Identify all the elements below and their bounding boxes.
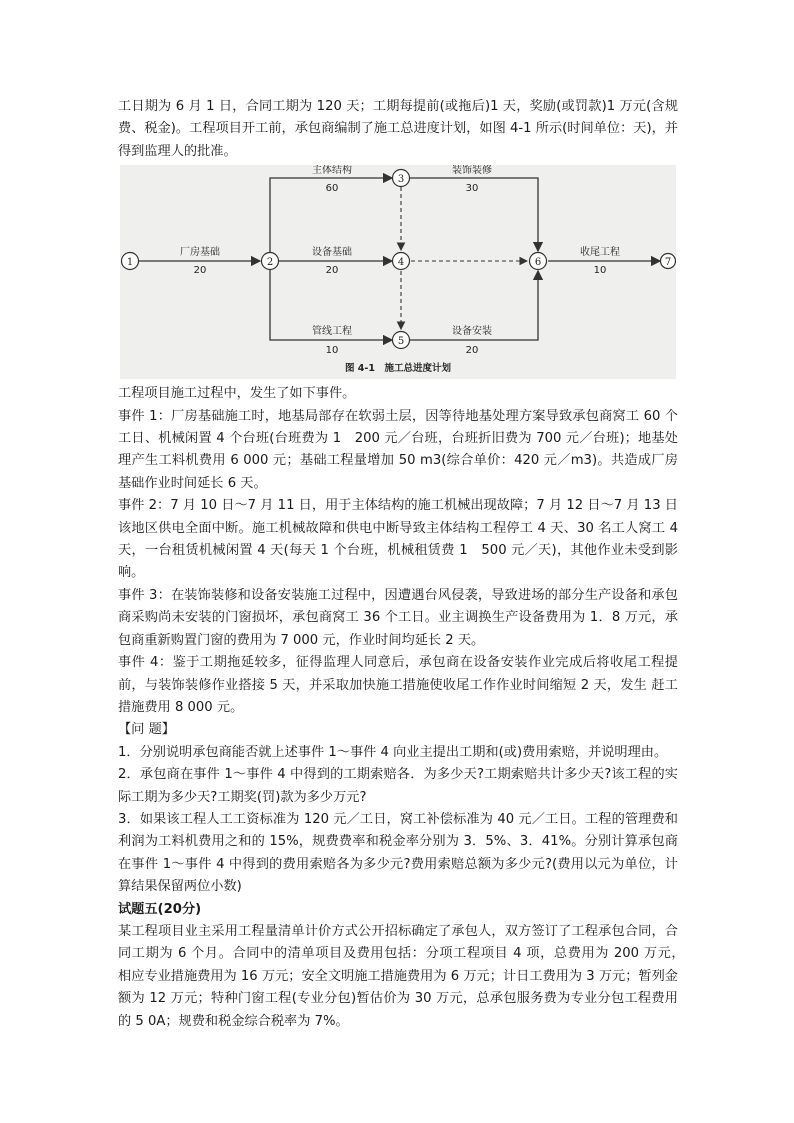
- activity-duration-pipeline: 10: [325, 345, 339, 357]
- node-6: [530, 253, 547, 270]
- activity-duration-decoration: 30: [465, 183, 479, 195]
- node-7: [661, 254, 676, 269]
- svg-text:4: 4: [397, 257, 405, 269]
- test5-paragraph: 某工程项目业主采用工程量清单计价方式公开招标确定了承包人，双方签订了工程承包合同，合同工期为 6 个月。合同中的清单项目及费用包括：分项工程项目 4 项，总费用为 200 万元， 相应专业措施费用为 16 万元；安全文明施工措施费用为 6 万元；计日工费用为 3 万元；暂列金额为 12 万元；特种门窗工程(专业分包)暂估价为 30 万元，总承包服务费为专业分包工程费用的 5 0A；规费和税金综合税率为 7%。: [118, 923, 696, 1029]
- activity-name-pipeline: 管线工程: [312, 326, 352, 338]
- document-page: [118, 96, 696, 1033]
- network-diagram: [120, 165, 676, 379]
- activity-duration-structure: 60: [325, 183, 339, 195]
- question-2: 2．承包商在事件 1～事件 4 中得到的工期索赔各．为多少天?工期索赔共计多少天?该工程的实际工期为多少天?工期奖(罚)款为多少万元?: [118, 767, 678, 805]
- event-3: 事件 3：在装饰装修和设备安装施工过程中，因遭遇台风侵袭，导致进场的部分生产设备和承包商采购尚未安装的门窗损坏，承包商窝工 36 个工日。业主调换生产设备费用为 1．8 万元，承包商重新购置门窗的费用为 7 000 元，作业时间均延长 2 天。: [118, 587, 678, 648]
- activity-duration-installation: 20: [465, 345, 479, 357]
- node-4: [393, 253, 410, 270]
- svg-text:6: 6: [534, 257, 542, 269]
- events-intro: 工程项目施工过程中，发生了如下事件。: [118, 386, 356, 402]
- question-3: 3．如果该工程人工工资标准为 120 元／工日，窝工补偿标准为 40 元／工日。工程的管理费和利润为工料机费用之和的 15%，规费费率和税金率分别为 3．5%、3．41%。分别计算承包商在事件 1～事件 4 中得到的费用索赔各为多少元?费用索赔总额为多少元?(费用以元为单位，计算结果保留两位小数): [118, 811, 678, 895]
- node-1: [122, 253, 139, 270]
- node-3: [393, 170, 410, 187]
- activity-name-foundation: 厂房基础: [180, 247, 220, 259]
- svg-text:5: 5: [397, 336, 405, 348]
- questions-heading: 【问 题】: [118, 722, 175, 738]
- figure-caption: 图 4-1 施工总进度计划: [345, 363, 451, 375]
- event-4: 事件 4：鉴于工期拖延较多，征得监理人同意后，承包商在设备安装作业完成后将收尾工程提前，与装饰装修作业搭接 5 天，并采取加快施工措施使收尾工作作业时间缩短 2 天，发生 赶工措施费用 8 000 元。: [118, 655, 678, 715]
- activity-duration-equip-foundation: 20: [325, 265, 339, 277]
- activity-duration-foundation: 20: [193, 265, 207, 277]
- svg-text:3: 3: [397, 174, 405, 186]
- event-2: 事件 2：7 月 10 日～7 月 11 日，用于主体结构的施工机械出现故障；7 月 12 日～7 月 13 日该地区供电全面中断。施工机械故障和供电中断导致主体结构工程停工 4 天、30 名工人窝工 4 天，一台租赁机械闲置 4 天(每天 1 个台班，机械租赁费 1 500 元／天)，其他作业未受到影响。: [118, 498, 678, 581]
- svg-text:7: 7: [664, 257, 672, 269]
- activity-name-equip-foundation: 设备基础: [312, 247, 352, 259]
- node-2: [262, 253, 279, 270]
- question-1: 1．分别说明承包商能否就上述事件 1～事件 4 向业主提出工期和(或)费用索赔，并说明理由。: [118, 744, 668, 760]
- section-heading-test5: 试题五(20分): [118, 901, 202, 917]
- svg-text:2: 2: [266, 257, 274, 269]
- svg-text:1: 1: [126, 257, 134, 269]
- intro-paragraph: 工日期为 6 月 1 日，合同工期为 120 天；工期每提前(或拖后)1 天，奖励(或罚款)1 万元(含规费、税金)。工程项目开工前，承包商编制了施工总进度计划，如图 4-1 所示(时间单位：天)，并得到监理人的批准。: [118, 99, 678, 159]
- activity-name-installation: 设备安装: [452, 326, 492, 338]
- activity-name-structure: 主体结构: [312, 165, 352, 177]
- network-diagram-figure: [120, 165, 676, 379]
- activity-name-finishing: 收尾工程: [580, 247, 620, 259]
- activity-duration-finishing: 10: [593, 265, 607, 277]
- node-5: [393, 332, 410, 349]
- event-1: 事件 1：厂房基础施工时，地基局部存在软弱土层，因等待地基处理方案导致承包商窝工 60 个工日、机械闲置 4 个台班(台班费为 1 200 元／台班，台班折旧费为 700 元／台班)；地基处理产生工料机费用 6 000 元；基础工程量增加 50 m3(综合单价：420 元／m3)。共造成厂房基础作业时间延长 6 天。: [118, 408, 678, 491]
- activity-name-decoration: 装饰装修: [452, 165, 492, 177]
